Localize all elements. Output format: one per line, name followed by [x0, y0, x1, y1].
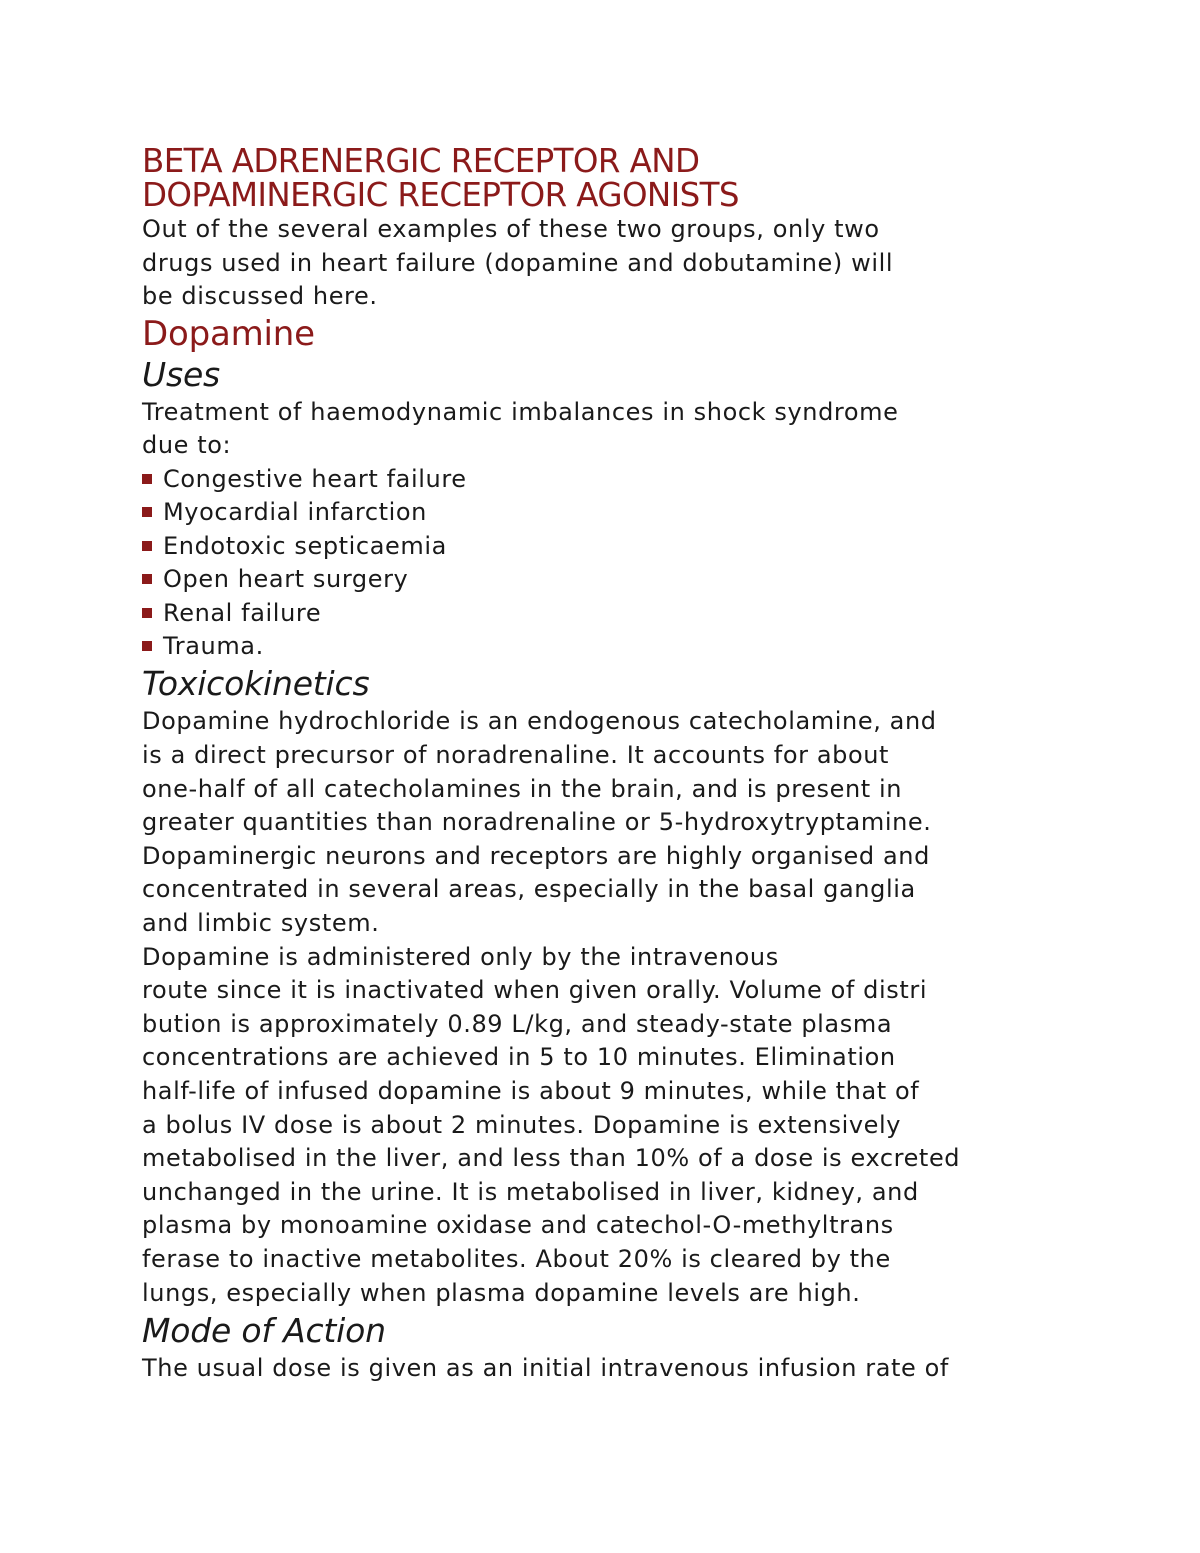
- text-line: plasma by monoamine oxidase and catechol-O-methyltrans: [142, 1211, 894, 1240]
- text-line: is a direct precursor of noradrenaline. It accounts for about: [142, 741, 890, 769]
- text-line: Out of the several examples of these two groups, only two: [142, 215, 880, 243]
- text-line: lungs, especially when plasma dopamine levels are high.: [142, 1278, 861, 1307]
- text-line: greater quantities than noradrenaline or 5-hydroxytryptamine.: [142, 808, 932, 837]
- list-item: [142, 496, 1102, 529]
- text-line: half-life of infused dopamine is about 9 minutes, while that of: [142, 1076, 920, 1105]
- toxicokinetics-paragraph: [142, 705, 1102, 1310]
- text-line: concentrations are achieved in 5 to 10 minutes. Elimination: [142, 1043, 896, 1072]
- text-line: concentrated in several areas, especially in the basal ganglia: [142, 875, 916, 904]
- text-line: one-half of all catecholamines in the brain, and is present in: [142, 774, 903, 803]
- square-bullet-icon: [142, 608, 152, 618]
- text-line: Treatment of haemodynamic imbalances in shock syndrome: [142, 397, 899, 426]
- text-line: drugs used in heart failure (dopamine and dobutamine) will: [142, 248, 894, 277]
- list-item: [142, 530, 1102, 563]
- subheading-mode-of-action: Mode of Action: [142, 1311, 386, 1351]
- list-item-text: Renal failure: [163, 598, 322, 627]
- text-line: and limbic system.: [142, 908, 380, 937]
- title-line: DOPAMINERGIC RECEPTOR AGONISTS: [142, 176, 739, 214]
- text-line: The usual dose is given as an initial intravenous infusion rate of: [142, 1354, 949, 1383]
- list-item: [142, 463, 1102, 496]
- list-item-text: Congestive heart failure: [163, 464, 467, 493]
- text-line: bution is approximately 0.89 L/kg, and steady-state plasma: [142, 1009, 893, 1038]
- text-line: be discussed here.: [142, 282, 378, 311]
- square-bullet-icon: [142, 574, 152, 584]
- text-line: route since it is inactivated when given orally. Volume of distri: [142, 976, 928, 1005]
- text-line: metabolised in the liver, and less than 10% of a dose is excreted: [142, 1144, 961, 1173]
- document-title: [142, 144, 1102, 212]
- text-line: unchanged in the urine. It is metabolised in liver, kidney, and: [142, 1177, 919, 1206]
- section-heading-dopamine: Dopamine: [142, 313, 315, 354]
- square-bullet-icon: [142, 474, 152, 484]
- list-item: [142, 630, 1102, 663]
- title-line: BETA ADRENERGIC RECEPTOR AND: [142, 142, 700, 180]
- list-item: [142, 597, 1102, 630]
- square-bullet-icon: [142, 507, 152, 517]
- subheading-toxicokinetics: Toxicokinetics: [142, 664, 370, 704]
- uses-bullet-list: [142, 463, 1102, 663]
- list-item-text: Open heart surgery: [163, 565, 409, 594]
- text-line: Dopamine hydrochloride is an endogenous catecholamine, and: [142, 707, 937, 736]
- uses-paragraph: [142, 396, 1102, 463]
- mode-of-action-paragraph: [142, 1352, 1102, 1386]
- text-line: due to:: [142, 431, 232, 460]
- list-item-text: Endotoxic septicaemia: [163, 531, 447, 560]
- list-item-text: Myocardial infarction: [163, 498, 427, 527]
- text-line: a bolus IV dose is about 2 minutes. Dopamine is extensively: [142, 1110, 902, 1139]
- text-line: Dopamine is administered only by the intravenous: [142, 942, 779, 971]
- list-item-text: Trauma.: [163, 632, 264, 660]
- square-bullet-icon: [142, 641, 152, 651]
- square-bullet-icon: [142, 541, 152, 551]
- subheading-uses: Uses: [142, 354, 221, 394]
- list-item: [142, 563, 1102, 596]
- text-line: ferase to inactive metabolites. About 20% is cleared by the: [142, 1244, 891, 1273]
- text-line: Dopaminergic neurons and receptors are highly organised and: [142, 841, 930, 870]
- intro-paragraph: [142, 213, 1102, 314]
- document-page: [142, 144, 1102, 1386]
